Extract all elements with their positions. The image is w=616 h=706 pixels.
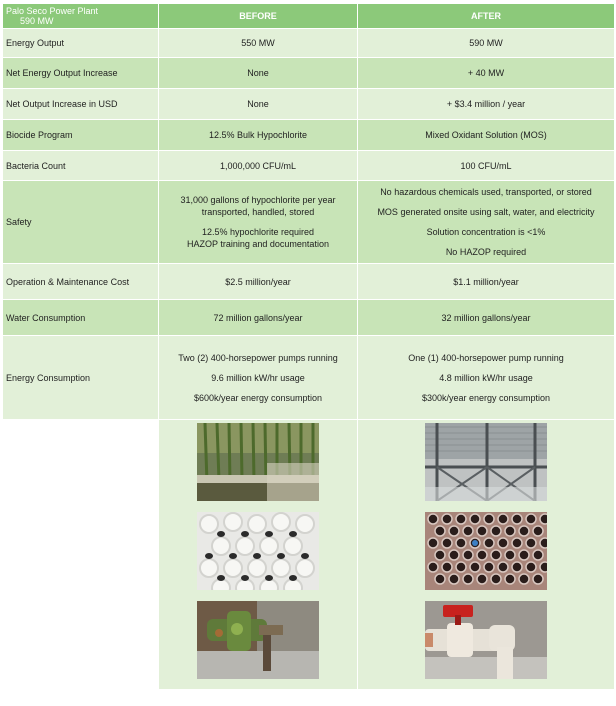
row-energy-consumption <box>3 336 615 420</box>
after-value: + $3.4 million / year <box>358 89 615 120</box>
after-value: 100 CFU/mL <box>358 151 615 181</box>
before-value <box>159 181 358 264</box>
before-photo-corroded-valve <box>197 601 319 679</box>
after-value <box>358 336 615 420</box>
row-bacteria-count <box>3 151 615 181</box>
comparison-table <box>2 3 615 690</box>
safety-before-line: 12.5% hypochlorite required <box>201 227 315 237</box>
plant-capacity: 590 MW <box>20 16 54 26</box>
before-value <box>159 336 358 420</box>
after-value <box>358 181 615 264</box>
safety-before-line: 31,000 gallons of hypochlorite per year <box>180 195 336 205</box>
before-photos <box>159 420 358 690</box>
after-value: 590 MW <box>358 29 615 58</box>
before-value: 12.5% Bulk Hypochlorite <box>159 120 358 151</box>
before-value: 72 million gallons/year <box>159 300 358 336</box>
energy-after-line: 4.8 million kW/hr usage <box>439 372 533 383</box>
safety-after-line: Solution concentration is <1% <box>426 227 546 237</box>
after-photo-clean-valve <box>425 601 547 679</box>
row-om-cost <box>3 264 615 300</box>
row-label: Water Consumption <box>3 300 159 336</box>
after-photos <box>358 420 615 690</box>
after-value: Mixed Oxidant Solution (MOS) <box>358 120 615 151</box>
before-value: $2.5 million/year <box>159 264 358 300</box>
before-photo-algae-tower <box>197 423 319 501</box>
photos-row <box>3 420 615 690</box>
header-row <box>3 4 615 29</box>
before-value: 1,000,000 CFU/mL <box>159 151 358 181</box>
safety-after-line: No hazardous chemicals used, transported, or stored <box>380 187 592 197</box>
after-header: AFTER <box>358 4 615 29</box>
before-value: None <box>159 58 358 89</box>
row-label: Operation & Maintenance Cost <box>3 264 159 300</box>
plant-header <box>3 4 159 29</box>
row-label: Energy Output <box>3 29 159 58</box>
row-water-consumption <box>3 300 615 336</box>
energy-before-line: 9.6 million kW/hr usage <box>211 372 305 383</box>
row-net-energy-increase <box>3 58 615 89</box>
before-photo-scaled-tubes <box>197 512 319 590</box>
row-safety <box>3 181 615 264</box>
row-label: Energy Consumption <box>3 336 159 420</box>
after-photo-clean-tower <box>425 423 547 501</box>
before-value: None <box>159 89 358 120</box>
photos-blank-cell <box>3 420 159 690</box>
row-label: Safety <box>3 181 159 264</box>
energy-before-line: $600k/year energy consumption <box>193 392 323 403</box>
row-label: Net Output Increase in USD <box>3 89 159 120</box>
energy-after-line: One (1) 400-horsepower pump running <box>408 352 564 363</box>
before-value: 550 MW <box>159 29 358 58</box>
row-energy-output <box>3 29 615 58</box>
after-value: $1.1 million/year <box>358 264 615 300</box>
safety-after-line: No HAZOP required <box>445 247 527 257</box>
row-label: Net Energy Output Increase <box>3 58 159 89</box>
after-photo-clean-tubes <box>425 512 547 590</box>
before-header: BEFORE <box>159 4 358 29</box>
row-label: Biocide Program <box>3 120 159 151</box>
row-biocide-program <box>3 120 615 151</box>
after-value: + 40 MW <box>358 58 615 89</box>
safety-before-line: transported, handled, stored <box>201 207 315 217</box>
safety-after-line: MOS generated onsite using salt, water, and electricity <box>377 207 595 217</box>
energy-before-line: Two (2) 400-horsepower pumps running <box>178 352 338 363</box>
row-net-output-usd <box>3 89 615 120</box>
plant-name: Palo Seco Power Plant <box>6 6 99 16</box>
row-label: Bacteria Count <box>3 151 159 181</box>
after-value: 32 million gallons/year <box>358 300 615 336</box>
energy-after-line: $300k/year energy consumption <box>421 392 551 403</box>
safety-before-line: HAZOP training and documentation <box>187 239 329 249</box>
